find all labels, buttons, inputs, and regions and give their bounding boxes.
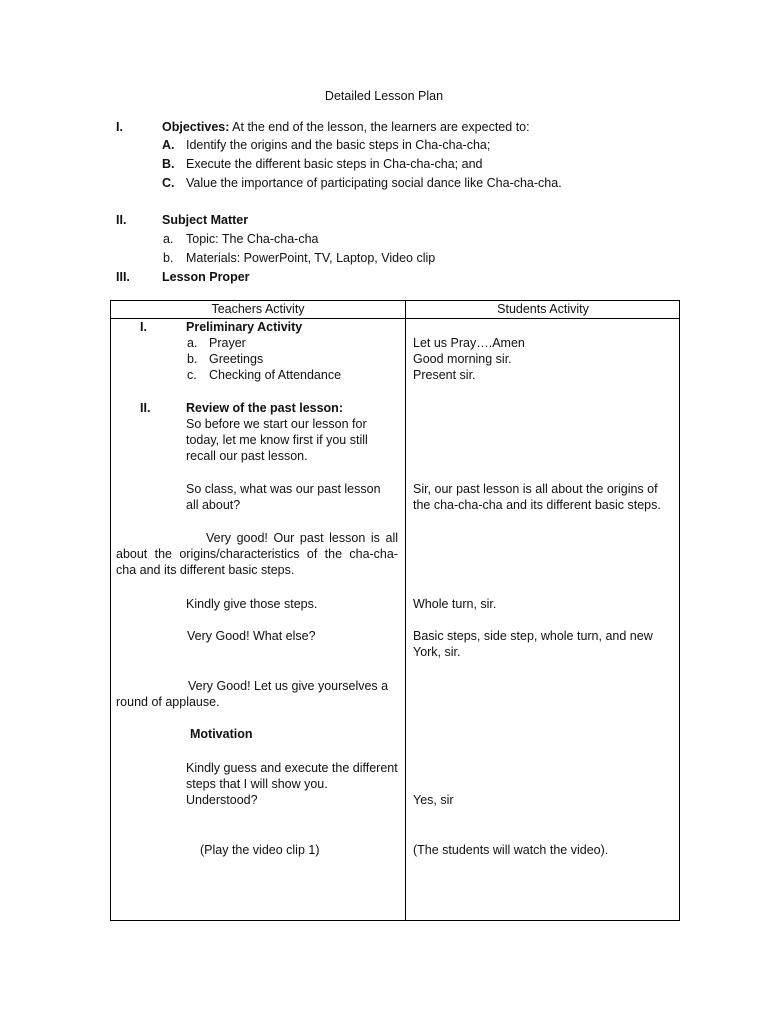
- teacher-prompt: Very Good! Let us give yourselves a round of applause.: [116, 679, 389, 709]
- list-item: Materials: PowerPoint, TV, Laptop, Video clip: [186, 251, 436, 265]
- review-heading: Review of the past lesson:: [186, 401, 343, 415]
- list-item: Value the importance of participating social dance like Cha-cha-cha.: [186, 176, 562, 190]
- list-item: Checking of Attendance: [209, 368, 342, 382]
- review-number: II.: [140, 401, 151, 415]
- student-response: Let us Pray….Amen: [413, 336, 525, 350]
- objectives-line: [162, 119, 530, 135]
- list-letter: b.: [187, 352, 198, 366]
- teacher-prompt: Kindly guess and execute the different steps that I will show you. Understood?: [186, 761, 398, 807]
- student-response: Good morning sir.: [413, 352, 512, 366]
- list-item: Identify the origins and the basic steps in Cha-cha-cha;: [186, 138, 491, 152]
- column-divider: [405, 301, 406, 920]
- subject-matter-heading: Subject Matter: [162, 213, 249, 227]
- student-response: Sir, our past lesson is all about the origins of the cha-cha-cha and its different basic steps.: [413, 482, 661, 512]
- student-response: (The students will watch the video).: [413, 843, 609, 857]
- lesson-proper-heading: Lesson Proper: [162, 270, 250, 284]
- objectives-label: Objectives:: [162, 120, 230, 134]
- list-item: Greetings: [209, 352, 264, 366]
- list-letter: a.: [187, 336, 198, 350]
- teacher-prompt: (Play the video clip 1): [200, 843, 320, 857]
- prelim-number: I.: [140, 320, 147, 334]
- list-item: Prayer: [209, 336, 246, 350]
- list-letter: C.: [162, 176, 175, 190]
- objectives-intro: At the end of the lesson, the learners are expected to:: [229, 120, 530, 134]
- header-teachers-activity: Teachers Activity: [211, 302, 305, 316]
- student-response: Whole turn, sir.: [413, 597, 497, 611]
- section-number: III.: [116, 270, 130, 284]
- list-letter: A.: [162, 138, 175, 152]
- page-title: Detailed Lesson Plan: [324, 89, 444, 103]
- header-students-activity: Students Activity: [497, 302, 589, 316]
- list-item: Topic: The Cha-cha-cha: [186, 232, 319, 246]
- teacher-prompt: So class, what was our past lesson all about?: [186, 482, 381, 512]
- student-response: Yes, sir: [413, 793, 454, 807]
- student-response: Basic steps, side step, whole turn, and new York, sir.: [413, 629, 653, 659]
- list-letter: c.: [187, 368, 197, 382]
- list-item: Execute the different basic steps in Cha-cha-cha; and: [186, 157, 483, 171]
- teacher-prompt: Very Good! What else?: [187, 629, 316, 643]
- student-response: Present sir.: [413, 368, 476, 382]
- teacher-prompt: Kindly give those steps.: [186, 597, 318, 611]
- motivation-heading: Motivation: [190, 727, 253, 741]
- section-number: I.: [116, 120, 123, 134]
- activity-table: [110, 300, 680, 921]
- teacher-prompt: So before we start our lesson for today, let me know first if you still recall our past lesson.: [186, 417, 368, 463]
- list-letter: a.: [163, 232, 174, 246]
- teacher-prompt: Very good! Our past lesson is all about the origins/characteristics of the cha-cha-cha and its different basic steps.: [116, 531, 398, 577]
- prelim-heading: Preliminary Activity: [186, 320, 303, 334]
- list-letter: B.: [162, 157, 175, 171]
- list-letter: b.: [163, 251, 174, 265]
- section-number: II.: [116, 213, 127, 227]
